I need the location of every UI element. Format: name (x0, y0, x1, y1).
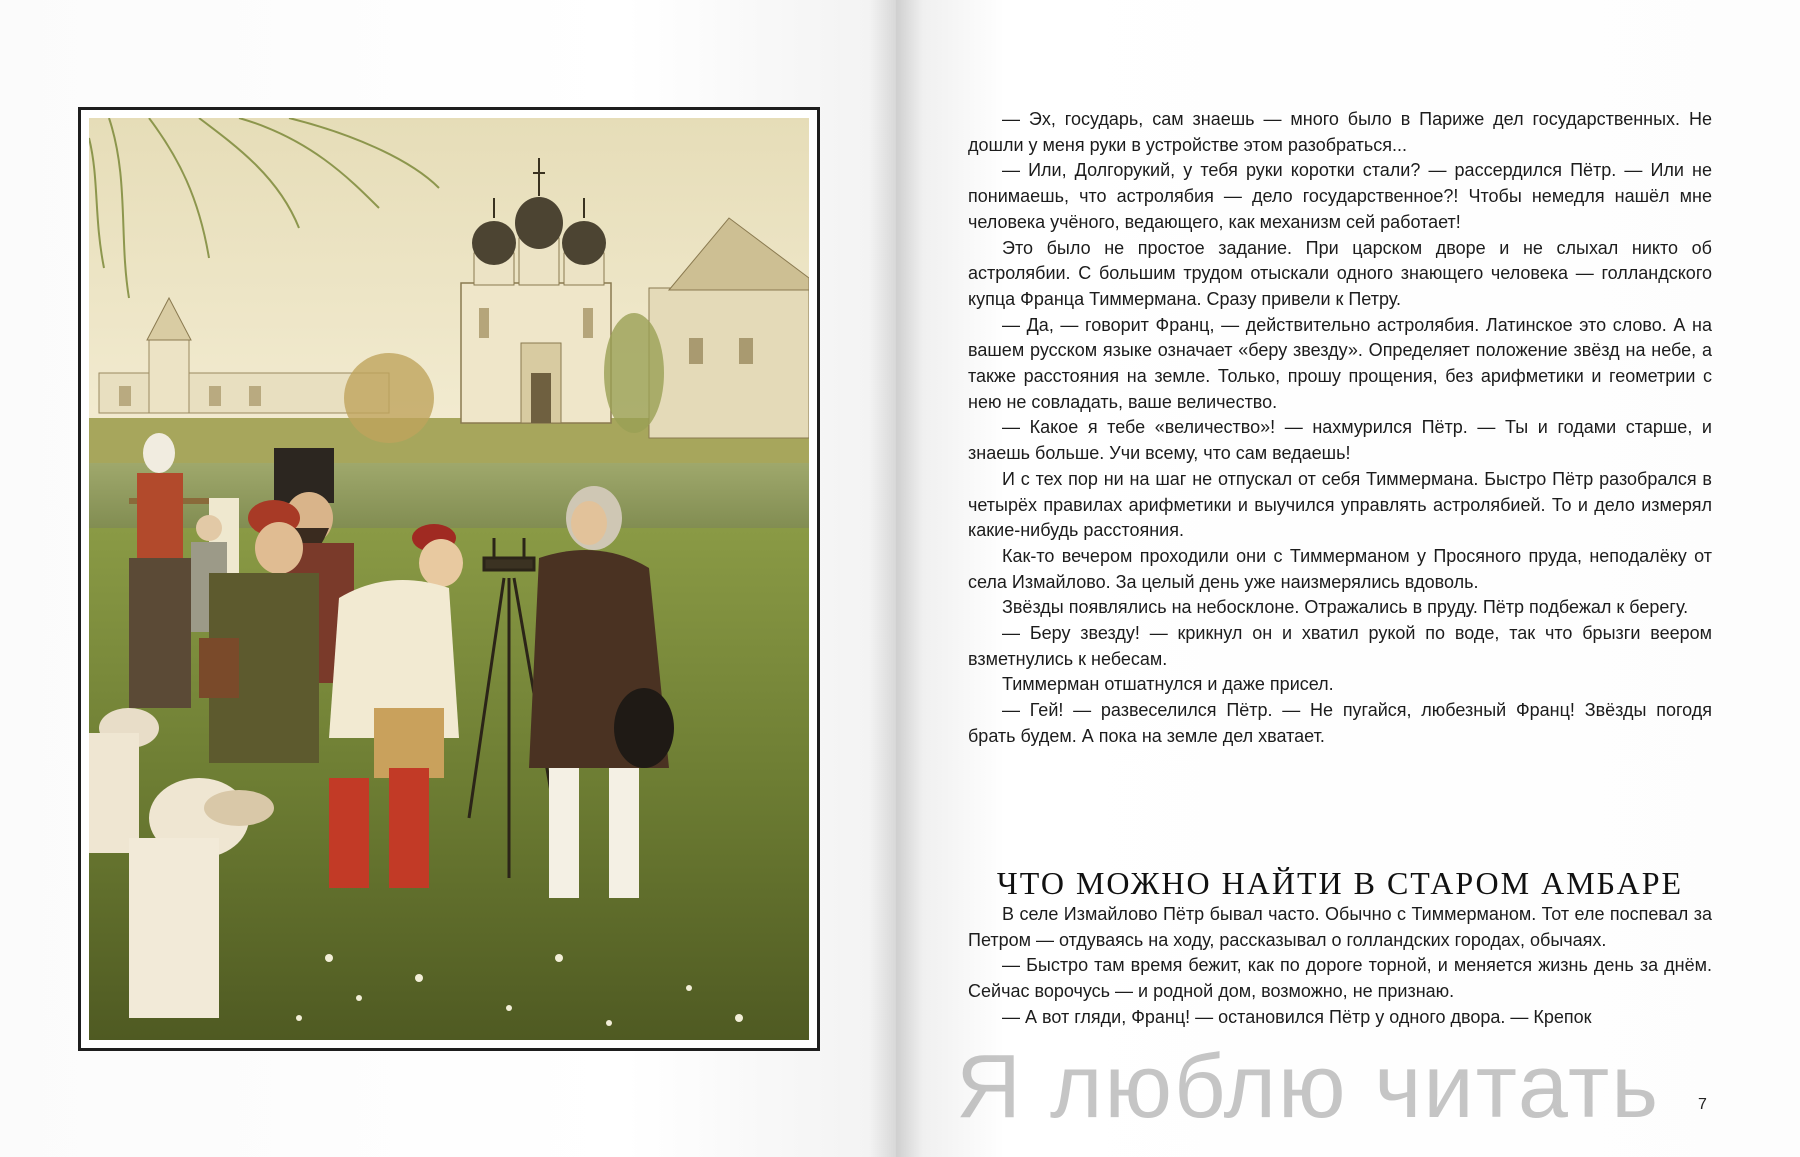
paragraph: — Эх, государь, сам знаешь — много было в Париже дел государственных. Не дошли у меня руки в устройстве этом разобраться... (968, 109, 1712, 155)
illustration-svg (89, 118, 809, 1040)
painting-illustration (89, 118, 809, 1040)
tree-right (604, 313, 664, 433)
paragraph: — Беру звезду! — крикнул он и хватил рукой по воде, так что брызги веером взметнулись к небесам. (968, 623, 1712, 669)
left-page (0, 0, 896, 1157)
illustration-frame (78, 107, 820, 1051)
paragraph: — Какое я тебе «величество»! — нахмурился Пётр. — Ты и годами старше, и знаешь больше. Учи всему, что сам ведаешь! (968, 417, 1712, 464)
text-column-bottom (968, 902, 1712, 1031)
paragraph: — Или, Долгорукий, у тебя руки коротки стали? — рассердился Пётр. — Или не понимаешь, что астролябия — дело государственное?! Чтобы немедля нашёл мне человека учёного, ведающего, как механизм сей работает! (968, 160, 1712, 232)
paragraph: — Да, — говорит Франц, — действительно астролябия. Латинское это слово. А на вашем русском языке означает «беру звезду». Определяет положение звёзд на небе, а также расстояния на земле. Только, прошу прощения, без арифметики и геометрии с нею не совладать, ваше величество. (968, 314, 1712, 412)
paragraph: И с тех пор ни на шаг не отпускал от себя Тиммермана. Быстро Пётр разобрался в четырёх правилах арифметики и выучился управлять астролябией. То и дело измерял какие-нибудь расстояния. (968, 468, 1712, 541)
paragraph: Тиммерман отшатнулся и даже присел. (1002, 674, 1334, 695)
paragraph: — Гей! — развеселился Пётр. — Не пугайся, любезный Франц! Звёзды погодя брать будем. А пока на земле дел хватает. (968, 700, 1712, 746)
text-column-top (968, 107, 1712, 750)
page-number: 7 (1698, 1096, 1707, 1113)
paragraph: — Быстро там время бежит, как по дороге торной, и меняется жизнь день за днём. Сейчас ворочусь — и родной дом, возможно, не признаю. (968, 955, 1712, 1002)
paragraph: Как-то вечером проходили они с Тиммерманом у Просяного пруда, неподалёку от села Измайлово. За целый день уже наизмерялись вдоволь. (968, 545, 1712, 592)
chapter-title: ЧТО МОЖНО НАЙТИ В СТАРОМ АМБАРЕ (996, 864, 1684, 901)
paragraph: Звёзды появлялись на небосклоне. Отражались в пруду. Пётр подбежал к берегу. (1002, 597, 1689, 618)
paragraph: В селе Измайлово Пётр бывал часто. Обычно с Тиммерманом. Тот еле поспевал за Петром — отдуваясь на ходу, рассказывал о голландских городах, обычаях. (968, 904, 1712, 950)
watermark: Я люблю читать (956, 1037, 1661, 1137)
tree-center (344, 353, 434, 443)
paragraph: — А вот гляди, Франц! — остановился Пётр у одного двора. — Крепок (1002, 1006, 1592, 1027)
paragraph: Это было не простое задание. При царском дворе и не слыхал никто об астролябии. С большим трудом отыскали одного знающего человека — голландского купца Франца Тиммермана. Сразу привели к Петру. (968, 237, 1712, 309)
